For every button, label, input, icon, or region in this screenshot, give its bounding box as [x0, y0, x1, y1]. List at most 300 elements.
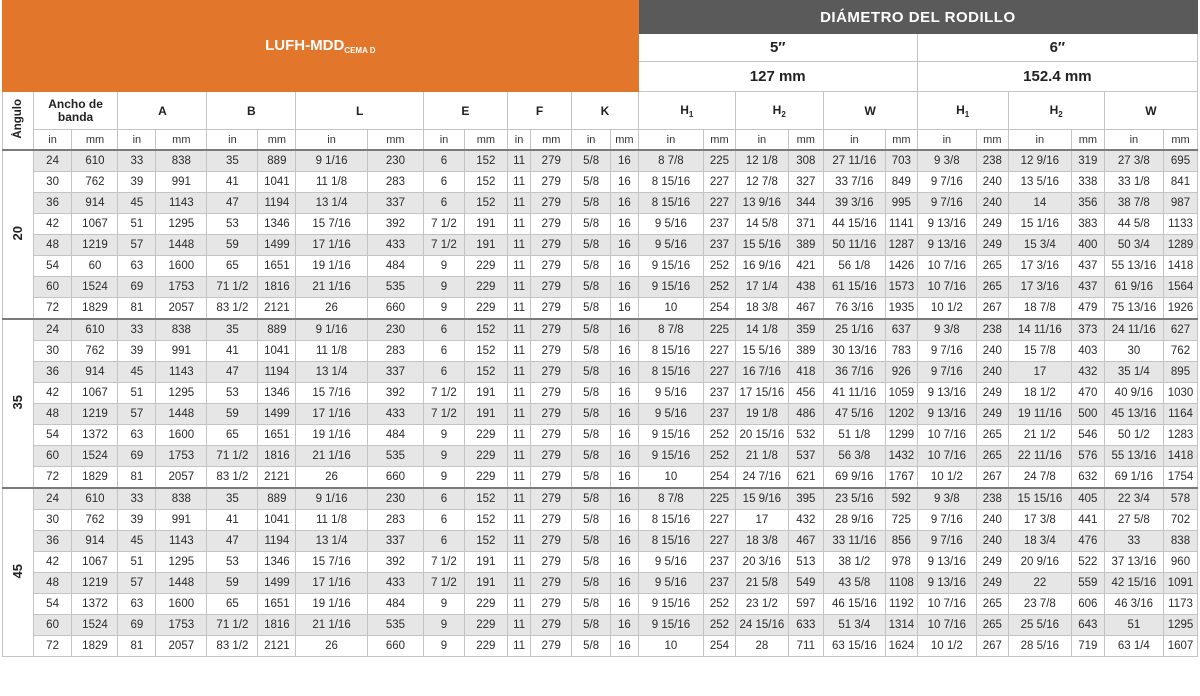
- table-row: [3, 172, 1198, 193]
- table-cell: 914: [72, 531, 118, 552]
- table-cell: 1564: [1164, 277, 1198, 298]
- table-cell: 63 15/16: [823, 636, 885, 657]
- table-cell: 53: [207, 552, 258, 573]
- table-cell: 1346: [258, 214, 296, 235]
- table-cell: 65: [207, 256, 258, 277]
- table-cell: 11: [507, 425, 531, 446]
- table-cell: 16: [611, 467, 639, 489]
- table-cell: 237: [704, 214, 736, 235]
- table-cell: 1108: [886, 573, 918, 594]
- diameter-5-mm: 127 mm: [638, 62, 917, 92]
- table-cell: 838: [156, 488, 207, 510]
- unit-label: mm: [976, 130, 1008, 151]
- col-a-header: A: [118, 92, 207, 130]
- table-cell: 762: [72, 510, 118, 531]
- table-cell: 10 1/2: [917, 298, 976, 320]
- table-cell: 8 15/16: [638, 531, 703, 552]
- table-cell: 279: [531, 488, 572, 510]
- table-cell: 13 1/4: [296, 531, 368, 552]
- table-cell: 19 1/16: [296, 256, 368, 277]
- table-cell: 356: [1072, 193, 1105, 214]
- table-cell: 5/8: [572, 425, 611, 446]
- table-cell: 337: [367, 362, 423, 383]
- table-cell: 24: [33, 150, 72, 172]
- unit-label: in: [735, 130, 788, 151]
- table-cell: 227: [704, 362, 736, 383]
- table-cell: 7 1/2: [424, 383, 465, 404]
- table-cell: 229: [464, 594, 507, 615]
- table-cell: 191: [464, 552, 507, 573]
- table-cell: 12 7/8: [735, 172, 788, 193]
- table-cell: 14 1/8: [735, 319, 788, 341]
- table-cell: 695: [1164, 150, 1198, 172]
- table-cell: 6: [424, 172, 465, 193]
- table-cell: 392: [367, 552, 423, 573]
- table-cell: 19 11/16: [1008, 404, 1071, 425]
- table-cell: 1829: [72, 467, 118, 489]
- table-cell: 10 7/16: [917, 425, 976, 446]
- table-cell: 17 3/16: [1008, 277, 1071, 298]
- table-cell: 191: [464, 573, 507, 594]
- product-title-main: LUFH-MDD: [265, 37, 345, 54]
- table-cell: 240: [976, 341, 1008, 362]
- table-cell: 227: [704, 510, 736, 531]
- table-cell: 337: [367, 531, 423, 552]
- table-cell: 6: [424, 319, 465, 341]
- table-cell: 15 15/16: [1008, 488, 1071, 510]
- table-cell: 16: [611, 172, 639, 193]
- table-cell: 537: [788, 446, 823, 467]
- table-cell: 6: [424, 488, 465, 510]
- table-cell: 17 15/16: [735, 383, 788, 404]
- table-cell: 238: [976, 488, 1008, 510]
- table-cell: 227: [704, 531, 736, 552]
- table-cell: 15 7/16: [296, 552, 368, 573]
- table-cell: 13 5/16: [1008, 172, 1071, 193]
- table-cell: 5/8: [572, 341, 611, 362]
- table-row: [3, 594, 1198, 615]
- table-cell: 15 3/4: [1008, 235, 1071, 256]
- table-cell: 643: [1072, 615, 1105, 636]
- table-cell: 2121: [258, 298, 296, 320]
- table-cell: 279: [531, 467, 572, 489]
- table-cell: 1829: [72, 636, 118, 657]
- table-cell: 27 5/8: [1104, 510, 1163, 531]
- table-cell: 33 1/8: [1104, 172, 1163, 193]
- table-cell: 1299: [886, 425, 918, 446]
- table-cell: 1651: [258, 594, 296, 615]
- table-cell: 61 15/16: [823, 277, 885, 298]
- table-cell: 1194: [258, 193, 296, 214]
- table-row: [3, 298, 1198, 320]
- table-cell: 16: [611, 383, 639, 404]
- table-cell: 51: [1104, 615, 1163, 636]
- table-cell: 1091: [1164, 573, 1198, 594]
- table-cell: 230: [367, 319, 423, 341]
- table-cell: 83 1/2: [207, 298, 258, 320]
- table-cell: 54: [33, 425, 72, 446]
- table-cell: 1753: [156, 277, 207, 298]
- angle-group-label: [3, 319, 34, 488]
- table-cell: 889: [258, 150, 296, 172]
- table-cell: 627: [1164, 319, 1198, 341]
- table-cell: 8 7/8: [638, 488, 703, 510]
- table-cell: 8 15/16: [638, 172, 703, 193]
- table-cell: 703: [886, 150, 918, 172]
- table-cell: 17 3/8: [1008, 510, 1071, 531]
- table-cell: 10 7/16: [917, 594, 976, 615]
- table-cell: 16: [611, 404, 639, 425]
- table-cell: 265: [976, 256, 1008, 277]
- table-cell: 344: [788, 193, 823, 214]
- table-cell: 152: [464, 531, 507, 552]
- table-cell: 267: [976, 467, 1008, 489]
- table-cell: 72: [33, 298, 72, 320]
- table-cell: 7 1/2: [424, 573, 465, 594]
- table-cell: 17: [1008, 362, 1071, 383]
- table-cell: 16: [611, 298, 639, 320]
- table-cell: 1287: [886, 235, 918, 256]
- table-cell: 46 3/16: [1104, 594, 1163, 615]
- table-cell: 152: [464, 510, 507, 531]
- table-cell: 1753: [156, 615, 207, 636]
- table-cell: 337: [367, 193, 423, 214]
- table-cell: 1143: [156, 531, 207, 552]
- table-cell: 1173: [1164, 594, 1198, 615]
- table-cell: 38 7/8: [1104, 193, 1163, 214]
- table-row: [3, 531, 1198, 552]
- table-cell: 69: [118, 615, 156, 636]
- table-cell: 987: [1164, 193, 1198, 214]
- col-w-6-header: W: [1104, 92, 1197, 130]
- table-cell: 51: [118, 552, 156, 573]
- unit-label: in: [296, 130, 368, 151]
- table-cell: 9 15/16: [638, 277, 703, 298]
- table-cell: 279: [531, 319, 572, 341]
- table-cell: 1219: [72, 404, 118, 425]
- table-cell: 28: [735, 636, 788, 657]
- table-row: [3, 256, 1198, 277]
- table-cell: 47: [207, 362, 258, 383]
- table-cell: 16 7/16: [735, 362, 788, 383]
- table-cell: 65: [207, 594, 258, 615]
- table-cell: 17 1/16: [296, 404, 368, 425]
- table-cell: 400: [1072, 235, 1105, 256]
- table-cell: 21 1/8: [735, 446, 788, 467]
- table-cell: 914: [72, 193, 118, 214]
- table-cell: 83 1/2: [207, 467, 258, 489]
- table-cell: 81: [118, 298, 156, 320]
- table-cell: 283: [367, 172, 423, 193]
- table-cell: 16: [611, 488, 639, 510]
- table-cell: 1141: [886, 214, 918, 235]
- table-cell: 10 7/16: [917, 256, 976, 277]
- table-cell: 11: [507, 256, 531, 277]
- col-h1-5-header: $H_1$: [638, 92, 735, 130]
- table-cell: 470: [1072, 383, 1105, 404]
- table-cell: 1067: [72, 552, 118, 573]
- table-cell: 9: [424, 467, 465, 489]
- table-cell: 500: [1072, 404, 1105, 425]
- table-cell: 5/8: [572, 298, 611, 320]
- table-cell: 279: [531, 510, 572, 531]
- table-cell: 5/8: [572, 214, 611, 235]
- table-cell: 229: [464, 467, 507, 489]
- table-cell: 57: [118, 235, 156, 256]
- table-cell: 991: [156, 510, 207, 531]
- table-cell: 240: [976, 193, 1008, 214]
- table-cell: 432: [788, 510, 823, 531]
- table-cell: 36: [33, 362, 72, 383]
- table-cell: 1426: [886, 256, 918, 277]
- table-cell: 389: [788, 235, 823, 256]
- table-cell: 279: [531, 531, 572, 552]
- table-cell: 1295: [156, 552, 207, 573]
- table-cell: 10 1/2: [917, 467, 976, 489]
- table-cell: 18 7/8: [1008, 298, 1071, 320]
- table-cell: 359: [788, 319, 823, 341]
- table-cell: 9 1/16: [296, 150, 368, 172]
- table-cell: 9 13/16: [917, 383, 976, 404]
- table-cell: 50 1/2: [1104, 425, 1163, 446]
- table-cell: 279: [531, 446, 572, 467]
- table-cell: 60: [33, 615, 72, 636]
- table-cell: 24 7/16: [735, 467, 788, 489]
- table-cell: 991: [156, 341, 207, 362]
- table-cell: 22 3/4: [1104, 488, 1163, 510]
- table-cell: 265: [976, 615, 1008, 636]
- table-cell: 16: [611, 510, 639, 531]
- table-cell: 5/8: [572, 531, 611, 552]
- col-h2-5-header: $H_2$: [735, 92, 823, 130]
- table-cell: 279: [531, 193, 572, 214]
- table-cell: 249: [976, 404, 1008, 425]
- table-cell: 1754: [1164, 467, 1198, 489]
- table-cell: 5/8: [572, 256, 611, 277]
- table-cell: 9 5/16: [638, 552, 703, 573]
- table-cell: 660: [367, 298, 423, 320]
- table-row: [3, 214, 1198, 235]
- table-cell: 1067: [72, 214, 118, 235]
- table-cell: 327: [788, 172, 823, 193]
- table-cell: 11 1/8: [296, 510, 368, 531]
- table-cell: 56 3/8: [823, 446, 885, 467]
- table-cell: 83 1/2: [207, 636, 258, 657]
- table-cell: 11: [507, 404, 531, 425]
- table-cell: 81: [118, 467, 156, 489]
- table-cell: 40 9/16: [1104, 383, 1163, 404]
- table-cell: 225: [704, 150, 736, 172]
- table-cell: 5/8: [572, 404, 611, 425]
- table-cell: 484: [367, 594, 423, 615]
- table-cell: 1372: [72, 594, 118, 615]
- table-cell: 33: [1104, 531, 1163, 552]
- table-cell: 5/8: [572, 172, 611, 193]
- table-cell: 279: [531, 256, 572, 277]
- table-cell: 81: [118, 636, 156, 657]
- table-cell: 16: [611, 573, 639, 594]
- table-cell: 27 11/16: [823, 150, 885, 172]
- table-cell: 35 1/4: [1104, 362, 1163, 383]
- table-cell: 9 7/16: [917, 172, 976, 193]
- unit-label: mm: [704, 130, 736, 151]
- table-cell: 191: [464, 214, 507, 235]
- table-cell: 44 5/8: [1104, 214, 1163, 235]
- table-cell: 395: [788, 488, 823, 510]
- table-cell: 1573: [886, 277, 918, 298]
- table-cell: 991: [156, 172, 207, 193]
- table-cell: 265: [976, 277, 1008, 298]
- table-cell: 15 5/16: [735, 341, 788, 362]
- table-cell: 1202: [886, 404, 918, 425]
- table-cell: 2057: [156, 467, 207, 489]
- table-cell: 50 11/16: [823, 235, 885, 256]
- table-row: [3, 552, 1198, 573]
- table-cell: 53: [207, 214, 258, 235]
- table-cell: 265: [976, 446, 1008, 467]
- table-cell: 403: [1072, 341, 1105, 362]
- table-cell: 10 7/16: [917, 615, 976, 636]
- table-cell: 237: [704, 552, 736, 573]
- table-cell: 267: [976, 636, 1008, 657]
- table-cell: 22: [1008, 573, 1071, 594]
- table-cell: 9 3/8: [917, 488, 976, 510]
- col-f-header: F: [507, 92, 571, 130]
- table-cell: 19 1/8: [735, 404, 788, 425]
- table-cell: 229: [464, 425, 507, 446]
- table-cell: 1600: [156, 256, 207, 277]
- table-cell: 5/8: [572, 615, 611, 636]
- table-cell: 254: [704, 298, 736, 320]
- table-cell: 433: [367, 573, 423, 594]
- table-cell: 42: [33, 383, 72, 404]
- table-cell: 24: [33, 488, 72, 510]
- roller-diameter-header: DIÁMETRO DEL RODILLO: [638, 1, 1197, 34]
- table-cell: 16: [611, 277, 639, 298]
- unit-label: mm: [1164, 130, 1198, 151]
- col-h1-6-header: $H_1$: [917, 92, 1008, 130]
- table-cell: 24: [33, 319, 72, 341]
- table-cell: 17 1/16: [296, 235, 368, 256]
- table-cell: 633: [788, 615, 823, 636]
- table-cell: 660: [367, 467, 423, 489]
- table-cell: 230: [367, 488, 423, 510]
- table-cell: 11: [507, 277, 531, 298]
- unit-label: mm: [886, 130, 918, 151]
- table-cell: 9 5/16: [638, 404, 703, 425]
- table-cell: 484: [367, 425, 423, 446]
- table-cell: 45: [118, 531, 156, 552]
- table-cell: 576: [1072, 446, 1105, 467]
- table-cell: 25 1/16: [823, 319, 885, 341]
- table-cell: 437: [1072, 277, 1105, 298]
- table-cell: 1143: [156, 193, 207, 214]
- table-cell: 8 7/8: [638, 150, 703, 172]
- table-cell: 5/8: [572, 150, 611, 172]
- table-cell: 11: [507, 467, 531, 489]
- table-cell: 229: [464, 277, 507, 298]
- table-cell: 25 5/16: [1008, 615, 1071, 636]
- table-cell: 17 1/4: [735, 277, 788, 298]
- table-cell: 249: [976, 383, 1008, 404]
- table-cell: 279: [531, 362, 572, 383]
- table-cell: 26: [296, 298, 368, 320]
- table-cell: 26: [296, 636, 368, 657]
- table-cell: 513: [788, 552, 823, 573]
- table-cell: 711: [788, 636, 823, 657]
- table-cell: 8 15/16: [638, 362, 703, 383]
- table-cell: 191: [464, 383, 507, 404]
- lufh-mdd-dimension-table: [2, 0, 1198, 657]
- table-cell: 13 1/4: [296, 362, 368, 383]
- table-cell: 16: [611, 552, 639, 573]
- unit-label: in: [424, 130, 465, 151]
- table-cell: 1753: [156, 446, 207, 467]
- table-cell: 50 3/4: [1104, 235, 1163, 256]
- table-cell: 60: [72, 256, 118, 277]
- table-cell: 39: [118, 341, 156, 362]
- table-cell: 1283: [1164, 425, 1198, 446]
- table-cell: 1164: [1164, 404, 1198, 425]
- table-cell: 5/8: [572, 510, 611, 531]
- table-cell: 71 1/2: [207, 277, 258, 298]
- table-cell: 1448: [156, 235, 207, 256]
- table-cell: 254: [704, 467, 736, 489]
- table-cell: 719: [1072, 636, 1105, 657]
- table-cell: 1448: [156, 404, 207, 425]
- table-cell: 12 1/8: [735, 150, 788, 172]
- unit-label: mm: [156, 130, 207, 151]
- table-cell: 16: [611, 425, 639, 446]
- table-cell: 16: [611, 531, 639, 552]
- table-cell: 267: [976, 298, 1008, 320]
- table-cell: 6: [424, 362, 465, 383]
- table-cell: 33 11/16: [823, 531, 885, 552]
- table-cell: 63: [118, 425, 156, 446]
- table-cell: 1194: [258, 531, 296, 552]
- table-cell: 9 15/16: [638, 256, 703, 277]
- table-cell: 47: [207, 193, 258, 214]
- table-cell: 9 7/16: [917, 193, 976, 214]
- table-cell: 1600: [156, 425, 207, 446]
- table-cell: 11: [507, 531, 531, 552]
- table-cell: 11: [507, 362, 531, 383]
- table-cell: 5/8: [572, 319, 611, 341]
- table-cell: 1194: [258, 362, 296, 383]
- unit-label: mm: [531, 130, 572, 151]
- table-cell: 5/8: [572, 467, 611, 489]
- table-cell: 597: [788, 594, 823, 615]
- table-cell: 11: [507, 488, 531, 510]
- table-cell: 2057: [156, 636, 207, 657]
- table-cell: 24 15/16: [735, 615, 788, 636]
- table-cell: 421: [788, 256, 823, 277]
- table-cell: 383: [1072, 214, 1105, 235]
- table-cell: 9 7/16: [917, 510, 976, 531]
- table-row: [3, 488, 1198, 510]
- table-cell: 240: [976, 362, 1008, 383]
- table-cell: 16: [611, 214, 639, 235]
- table-cell: 1600: [156, 594, 207, 615]
- table-cell: 702: [1164, 510, 1198, 531]
- table-cell: 9 1/16: [296, 319, 368, 341]
- table-cell: 1143: [156, 362, 207, 383]
- table-cell: 610: [72, 319, 118, 341]
- table-cell: 56 1/8: [823, 256, 885, 277]
- table-cell: 535: [367, 446, 423, 467]
- table-cell: 841: [1164, 172, 1198, 193]
- table-cell: 9 7/16: [917, 341, 976, 362]
